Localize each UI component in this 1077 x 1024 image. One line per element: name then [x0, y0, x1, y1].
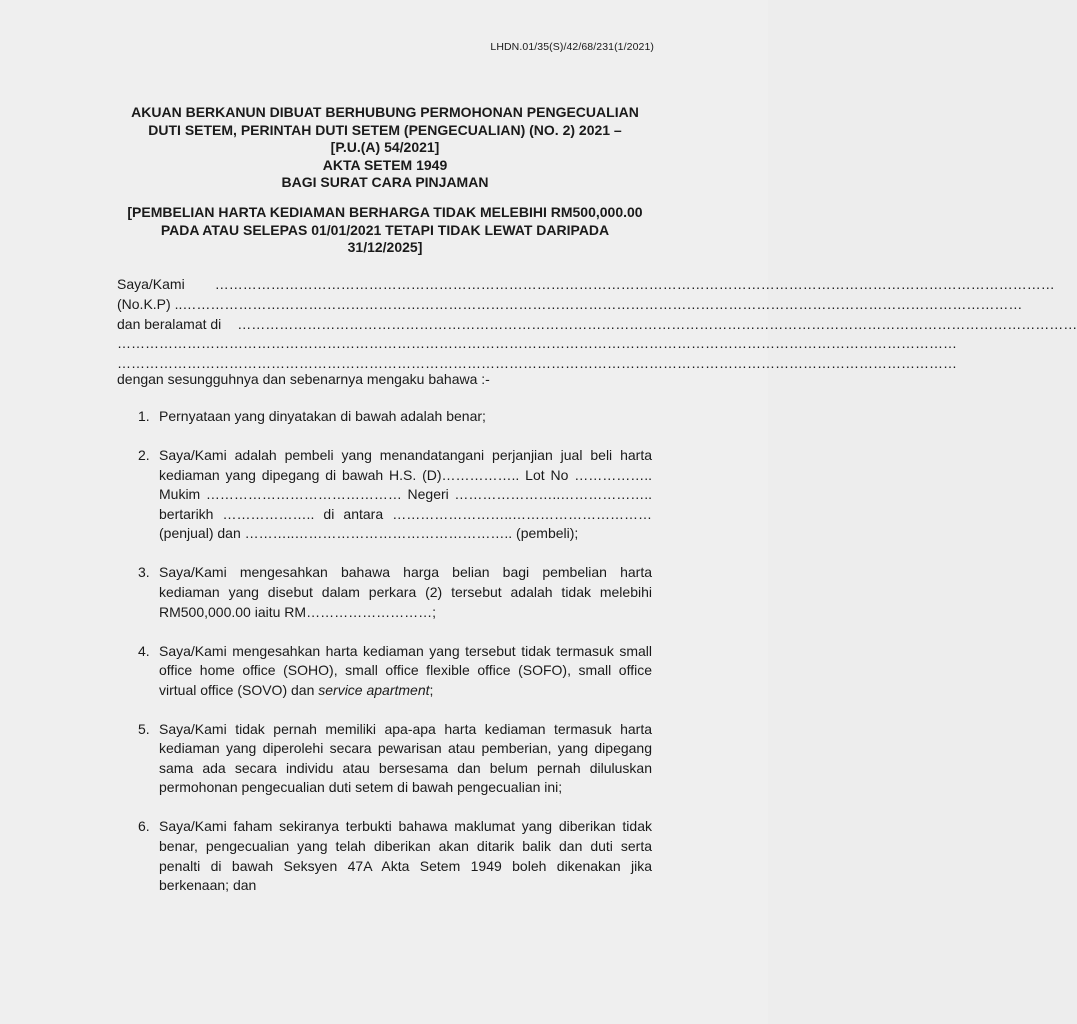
name-label: Saya/Kami	[117, 276, 185, 292]
ic-field	[117, 295, 1023, 315]
title-line: DUTI SETEM, PERINTAH DUTI SETEM (PENGECUALIAN) (NO. 2) 2021 –	[148, 121, 622, 138]
subtitle-line: [PEMBELIAN HARTA KEDIAMAN BERHARGA TIDAK MELEBIHI RM500,000.00	[127, 204, 643, 220]
item-line: sama ada secara individu atau bersesama dan belum pernah diluluskan	[159, 759, 652, 776]
item-line: Mukim …………………………………… Negeri …………………..………………..	[159, 486, 652, 503]
item-line: office home office (SOHO), small office flexible office (SOFO), small office	[159, 662, 652, 679]
address-line-2	[117, 334, 957, 354]
title-line: AKTA SETEM 1949	[322, 156, 448, 173]
item-line: berkenaan; dan	[159, 877, 257, 894]
item-line: permohonan pengecualian duti setem di bawah pengecualian ini;	[159, 779, 563, 796]
item-line: penalti di bawah Seksyen 47A Akta Setem 1949 boleh dikenakan jika	[159, 857, 652, 874]
address-field	[117, 315, 1077, 335]
list-item	[138, 446, 652, 544]
item-line: Saya/Kami tidak pernah memiliki apa-apa harta kediaman termasuk harta	[159, 720, 652, 737]
ic-blank: ………………………………………………………………………………………………………………………………………………………………	[182, 295, 1023, 312]
declaration-intro: dengan sesungguhnya dan sebenarnya mengaku bahawa :-	[117, 371, 490, 387]
subtitle-line: PADA ATAU SELEPAS 01/01/2021 TETAPI TIDAK LEWAT DARIPADA	[160, 221, 610, 238]
document-title	[100, 104, 670, 192]
item-line: kediaman yang disebut dalam perkara (2) tersebut adalah tidak melebihi	[159, 583, 652, 600]
reference-code: LHDN.01/35(S)/42/68/231(1/2021)	[490, 41, 654, 53]
item-number: 5.	[138, 720, 150, 737]
italic-term: service apartment	[318, 681, 430, 698]
item-line: RM500,000.00 iaitu RM………………………;	[159, 603, 436, 620]
item-line-text: virtual office (SOVO) dan	[159, 681, 319, 698]
declaration-items	[138, 407, 652, 915]
address-blank: ………………………………………………………………………………………………………………………………………………………………	[117, 335, 957, 352]
item-number: 1.	[138, 408, 150, 424]
name-blank: ………………………………………………………………………………………………………………………………………………………………	[214, 276, 1055, 292]
item-number: 3.	[138, 564, 150, 581]
item-line: bertarikh ……………….. di antara ……………………..…………………………	[159, 505, 652, 522]
item-number: 6.	[138, 818, 150, 835]
declarant-fields	[117, 275, 1077, 374]
name-field	[117, 275, 1055, 295]
item-line: Pernyataan yang dinyatakan di bawah adalah benar;	[159, 408, 486, 424]
list-item	[138, 720, 652, 798]
item-line: Saya/Kami mengesahkan bahawa harga belian bagi pembelian harta	[159, 564, 652, 581]
item-line: Saya/Kami mengesahkan harta kediaman yang tersebut tidak termasuk small	[159, 642, 652, 659]
item-line	[159, 681, 652, 701]
list-item	[138, 817, 652, 895]
item-line: kediaman yang dipegang di bawah H.S. (D)…………….. Lot No ……………..	[159, 466, 652, 483]
subtitle-line: 31/12/2025]	[347, 239, 423, 256]
item-line: kediaman yang diperolehi secara pewarisan atau pemberian, yang dipegang	[159, 740, 652, 757]
item-number: 4.	[138, 642, 150, 659]
list-item	[138, 407, 652, 427]
address-blank: ………………………………………………………………………………………………………………………………………………………………	[117, 355, 957, 372]
item-line: Saya/Kami adalah pembeli yang menandatangani perjanjian jual beli harta	[159, 446, 652, 463]
document-subtitle	[100, 204, 670, 257]
list-item	[138, 642, 652, 701]
title-line: BAGI SURAT CARA PINJAMAN	[281, 174, 489, 191]
item-line: Saya/Kami faham sekiranya terbukti bahawa maklumat yang diberikan tidak	[159, 818, 652, 835]
item-line: (penjual) dan ………..……………………………………….. (pembeli);	[159, 525, 579, 542]
item-line-text: ;	[429, 681, 434, 698]
list-item	[138, 563, 652, 622]
title-line: [P.U.(A) 54/2021]	[330, 139, 440, 156]
title-line: AKUAN BERKANUN DIBUAT BERHUBUNG PERMOHONAN PENGECUALIAN	[131, 104, 639, 120]
address-blank: ………………………………………………………………………………………………………………………………………………………………	[237, 315, 1077, 332]
item-line: benar, pengecualian yang telah diberikan akan ditarik balik dan duti serta	[159, 838, 652, 855]
item-number: 2.	[138, 446, 150, 463]
ic-label: (No.K.P) ..	[117, 295, 183, 312]
address-label: dan beralamat di	[117, 315, 222, 332]
